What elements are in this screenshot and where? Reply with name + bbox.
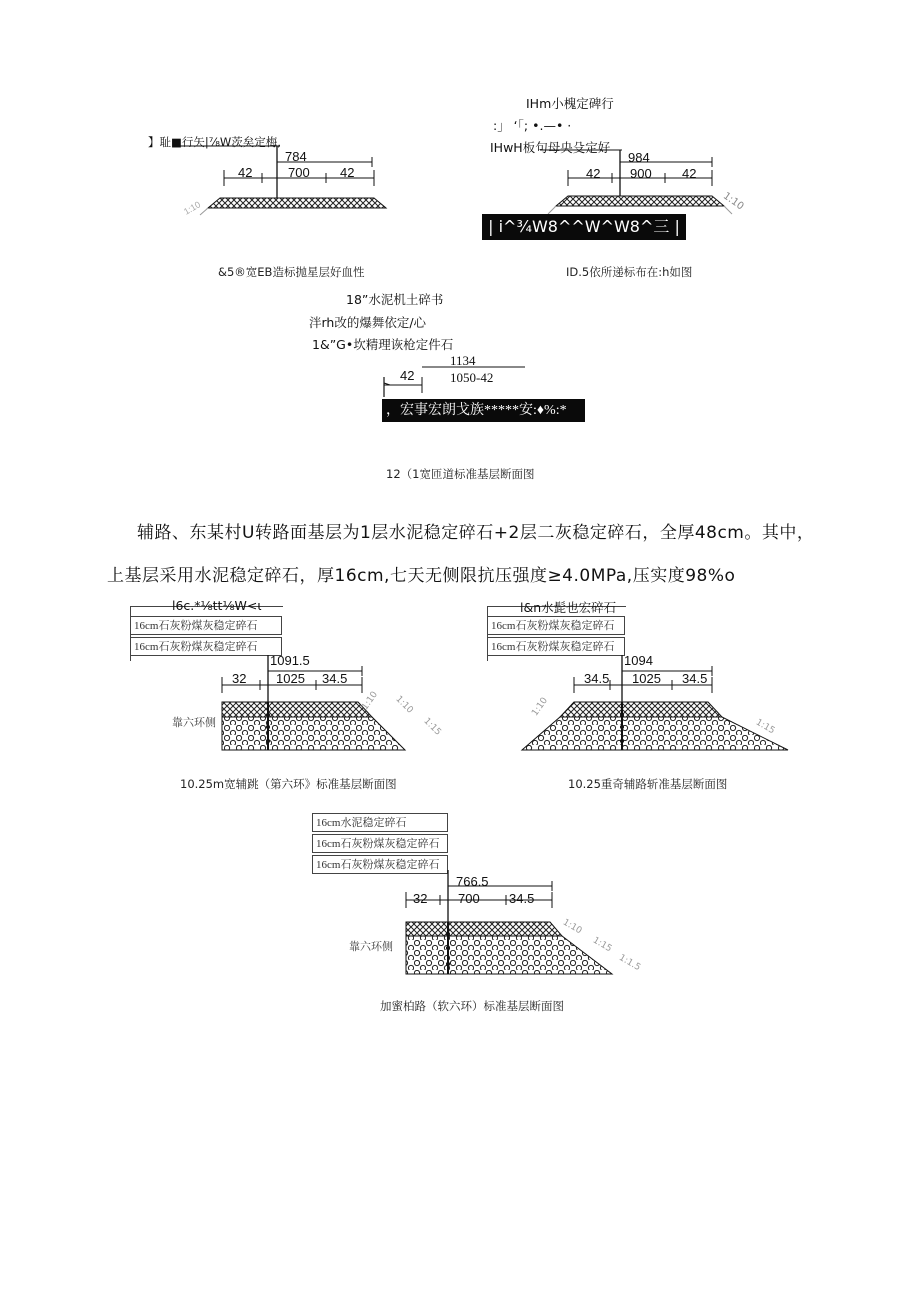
fig-f-drawing bbox=[390, 870, 650, 980]
fig-e-layer-2: 16cm石灰粉煤灰稳定碎石 bbox=[487, 616, 625, 635]
fig-c-caption: 12（1宽匝道标准基层断面图 bbox=[386, 467, 535, 481]
fig-c-rest: 1050-42 bbox=[450, 370, 494, 385]
fig-d-caption: 10.25m宽辅跳（第六环》标准基层断面图 bbox=[180, 777, 397, 791]
fig-f-layer-1: 16cm水泥稳定碎石 bbox=[312, 813, 448, 832]
fig-d-total: 1091.5 bbox=[270, 653, 310, 668]
fig-d-layer-2: 16cm石灰粉煤灰稳定碎石 bbox=[130, 616, 282, 635]
fig-b-total: 984 bbox=[628, 150, 650, 165]
fig-d-slope-right: 1:15 bbox=[421, 716, 443, 738]
body-paragraph-line-1: 辅路、东某村U转路面基层为1层水泥稳定碎石+2层二灰稳定碎石，全厚48cm。其中， bbox=[137, 523, 815, 543]
fig-e-part-1: 34.5 bbox=[584, 671, 610, 686]
fig-e-slope-left: 1:10 bbox=[530, 695, 551, 719]
fig-f-caption: 加蜜柏路（软六环）标准基层断面图 bbox=[380, 999, 564, 1013]
fig-f-part-1: 32 bbox=[413, 891, 428, 906]
fig-f-side-label: 靠六环侧 bbox=[349, 941, 393, 953]
fig-f-total: 766.5 bbox=[456, 874, 489, 889]
fig-a-caption: &5®宽EB造标抛星层好血性 bbox=[218, 265, 365, 279]
fig-a-note: 】耻■行矢|⅞W茨矣定梅, bbox=[148, 135, 281, 149]
fig-b-part-3: 42 bbox=[682, 166, 697, 181]
fig-f-layer-2: 16cm石灰粉煤灰稳定碎石 bbox=[312, 834, 448, 853]
fig-d-part-3: 34.5 bbox=[322, 671, 348, 686]
fig-f-slope-a: 1:10 bbox=[560, 917, 584, 937]
svg-text:1:10: 1:10 bbox=[182, 199, 203, 217]
fig-b-drawing bbox=[540, 148, 760, 218]
fig-d-drawing bbox=[200, 655, 460, 755]
fig-c-note-1: 18”水泥机土碎书 bbox=[346, 292, 444, 307]
fig-d-layer-3: 16cm石灰粉煤灰稳定碎石 bbox=[130, 637, 282, 656]
fig-e-caption: 10.25重奇辅路斩准基层断面图 bbox=[568, 777, 728, 791]
fig-b-slope: 1:10 bbox=[720, 190, 746, 213]
fig-b-bar: | i^¾W8^^W^W8^三 | bbox=[482, 214, 686, 240]
fig-c-total: 1134 bbox=[450, 353, 476, 368]
fig-e-part-2: 1025 bbox=[632, 671, 661, 686]
fig-e-total: 1094 bbox=[624, 653, 653, 668]
fig-e-top-label: l&n水髭也宏碎石 bbox=[520, 600, 617, 615]
fig-f-part-3: 34.5 bbox=[509, 891, 535, 906]
body-paragraph-line-2: 上基层采用水泥稳定碎石，厚16cm,七天无侧限抗压强度≥4.0MPa,压实度98%o bbox=[107, 566, 736, 586]
fig-f-part-2: 700 bbox=[458, 891, 480, 906]
fig-a-total: 784 bbox=[285, 149, 307, 164]
fig-a-part-3: 42 bbox=[340, 165, 355, 180]
fig-c-note-2: 泮rh改的爆舞依定/心 bbox=[309, 315, 427, 330]
fig-d-top-label: l6c.*⅛tt⅛W<ι bbox=[172, 598, 262, 613]
fig-f-slope-b: 1:15 bbox=[590, 935, 614, 955]
fig-d-side-label: 靠六环侧 bbox=[172, 717, 216, 729]
fig-b-caption: ID.5依所递标布在:h如图 bbox=[566, 265, 693, 279]
fig-f-layer-3: 16cm石灰粉煤灰稳定碎石 bbox=[312, 855, 448, 874]
fig-d-slope-mid: 1:10 bbox=[393, 694, 415, 716]
fig-b-note-2: :」 ‘「; •.—• · bbox=[493, 118, 572, 133]
fig-b-note-3: IHwH板句母央殳定好 bbox=[490, 140, 611, 155]
fig-e-layer-3: 16cm石灰粉煤灰稳定碎石 bbox=[487, 637, 625, 656]
fig-e-slope-right: 1:15 bbox=[753, 717, 777, 737]
fig-b-note-1: IHm小槐定碑行 bbox=[526, 96, 614, 111]
fig-a-part-1: 42 bbox=[238, 165, 253, 180]
fig-d-slope-left: 1:10 bbox=[360, 689, 381, 713]
fig-c-note-3: 1&”G•坎精理诙枪定件石 bbox=[312, 337, 454, 352]
fig-c-bar: ，宏事宏朗戈族*****安:♦%:* bbox=[382, 399, 585, 422]
fig-d-part-1: 32 bbox=[232, 671, 247, 686]
fig-d-part-2: 1025 bbox=[276, 671, 305, 686]
fig-b-part-1: 42 bbox=[586, 166, 601, 181]
fig-b-part-2: 900 bbox=[630, 166, 652, 181]
fig-e-part-3: 34.5 bbox=[682, 671, 708, 686]
fig-a-part-2: 700 bbox=[288, 165, 310, 180]
fig-f-slope-c: 1:1.5 bbox=[617, 952, 643, 974]
fig-c-left: 42 bbox=[400, 368, 415, 383]
